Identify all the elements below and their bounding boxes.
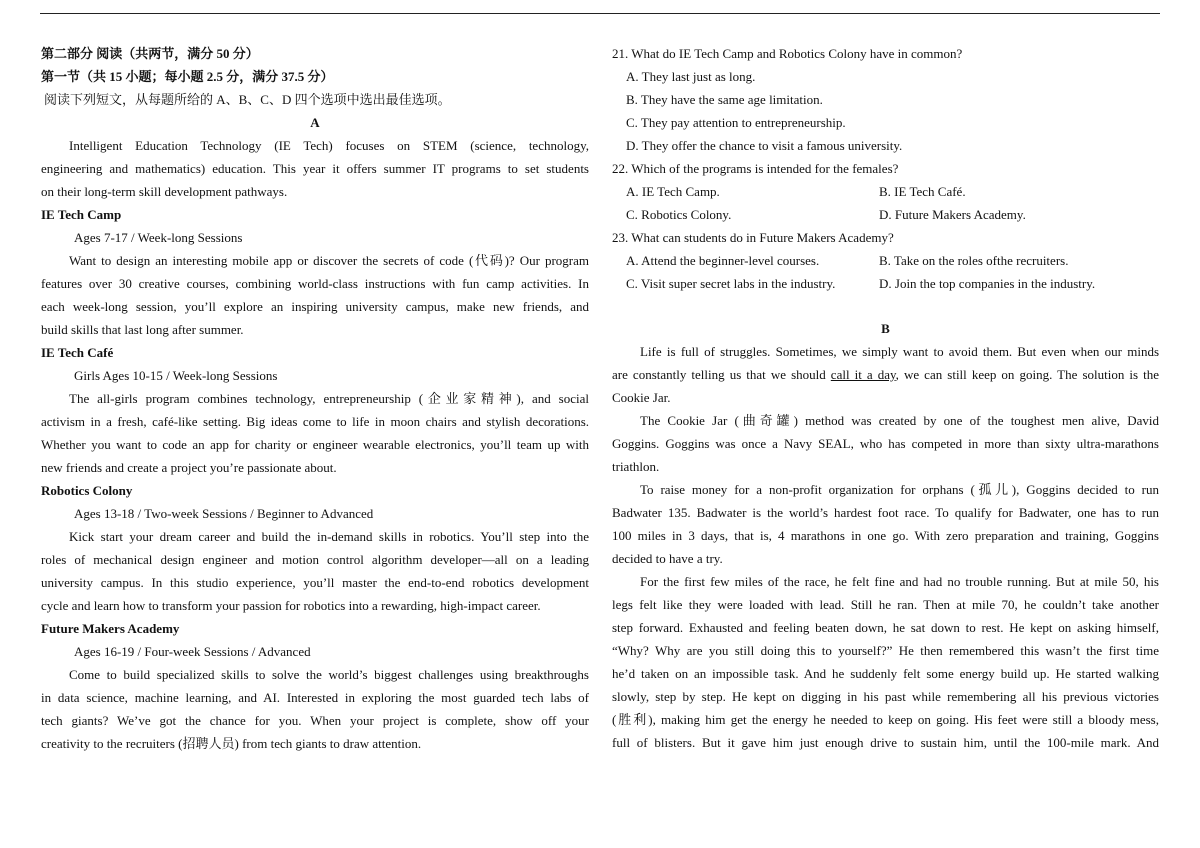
intro-line: Intelligent Education Technology (IE Tech) focuses on STEM (science, technology,: [69, 138, 589, 153]
program-line: build skills that last long after summer.: [41, 322, 244, 337]
passage-line: he’d taken on an impossible task. And he suddenly felt some energy build up. He started walking: [612, 666, 1159, 681]
passage-line: legs felt like they were loaded with lead. Still he ran. Then at mile 70, he couldn’t take another: [612, 597, 1159, 612]
program-meta: Ages 7-17 / Week-long Sessions: [74, 230, 243, 245]
passage-line: Life is full of struggles. Sometimes, we simply want to avoid them. But even when our minds: [640, 344, 1159, 359]
question-option: B. Take on the roles ofthe recruiters.: [879, 253, 1069, 268]
question-option: A. They last just as long.: [626, 69, 756, 84]
program-line: Kick start your dream career and build the in-demand skills in robotics. You’ll step into the: [69, 529, 589, 544]
intro-line: on their long-term skill development pathways.: [41, 184, 288, 199]
right-column: [612, 42, 1159, 754]
passage-line: 100 miles in 3 days, that is, 4 marathons in one go. With zero preparation and training, Goggins: [612, 528, 1159, 543]
question-option: A. Attend the beginner-level courses.: [626, 253, 820, 268]
program-line: Want to design an interesting mobile app or discover the secrets of code (代码)? Our program: [69, 253, 589, 268]
option-row: [612, 272, 1159, 295]
passage-line: Badwater 135. Badwater is the world’s hardest foot race. To qualify for Badwater, one has to run: [612, 505, 1159, 520]
passage-b-label: B: [881, 321, 890, 336]
question-stem: 23. What can students do in Future Makers Academy?: [612, 230, 894, 245]
program-line: Come to build specialized skills to solve the world’s biggest challenges using breakthroughs: [69, 667, 589, 682]
text-run: are constantly telling us that we should: [612, 367, 831, 382]
underlined-phrase: call it a day: [830, 367, 896, 382]
program-line: tech giants? We’ve got the chance for you. When your project is complete, show off your: [41, 713, 589, 728]
section-title: 第一节（共 15 小题；每小题 2.5 分，满分 37.5 分）: [41, 69, 334, 84]
passage-line: Goggins. Goggins was once a Navy SEAL, who has competed in more than sixty ultra-marathons: [612, 436, 1159, 451]
passage-line: step forward. Exhausted and feeling beaten down, he sat down to rest. He kept on asking himself,: [612, 620, 1159, 635]
top-rule: [40, 13, 1160, 14]
program-line: creativity to the recruiters (招聘人员) from tech giants to draw attention.: [41, 736, 422, 751]
question-option: C. Visit super secret labs in the industry.: [626, 276, 836, 291]
passage-line: [612, 363, 1159, 386]
passage-line: To raise money for a non-profit organization for orphans (孤儿), Goggins decided to run: [640, 482, 1159, 497]
program-line: in data science, machine learning, and AI. Interested in exploring the most guarded tech labs of: [41, 690, 589, 705]
question-option: B. IE Tech Café.: [879, 184, 966, 199]
program-line: Whether you want to code an app for charity or engineer wearable electronics, you’ll team up with: [41, 437, 589, 452]
left-column: [41, 42, 589, 755]
option-row: [612, 203, 1159, 226]
program-name: IE Tech Camp: [41, 207, 122, 222]
program-meta: Ages 16-19 / Four-week Sessions / Advanced: [74, 644, 311, 659]
passage-a-label: A: [310, 115, 320, 130]
option-row: [612, 180, 1159, 203]
program-meta: Girls Ages 10-15 / Week-long Sessions: [74, 368, 278, 383]
instruction: 阅读下列短文，从每题所给的 A、B、C、D 四个选项中选出最佳选项。: [44, 92, 451, 107]
passage-line: triathlon.: [612, 459, 660, 474]
program-name: Robotics Colony: [41, 483, 133, 498]
passage-line: decided to have a try.: [612, 551, 723, 566]
program-line: new friends and create a project you’re passionate about.: [41, 460, 337, 475]
program-line: cycle and learn how to transform your passion for robotics into a rewarding, high-impact career.: [41, 598, 541, 613]
question-option: B. They have the same age limitation.: [626, 92, 823, 107]
question-option: A. IE Tech Camp.: [626, 184, 720, 199]
spacer: [612, 295, 1159, 317]
program-meta: Ages 13-18 / Two-week Sessions / Beginner to Advanced: [74, 506, 374, 521]
program-name: Future Makers Academy: [41, 621, 180, 636]
question-stem: 22. Which of the programs is intended for the females?: [612, 161, 899, 176]
question-stem: 21. What do IE Tech Camp and Robotics Colony have in common?: [612, 46, 963, 61]
program-name: IE Tech Café: [41, 345, 114, 360]
question-option: D. Join the top companies in the industry.: [879, 276, 1096, 291]
part-title: 第二部分 阅读（共两节，满分 50 分）: [41, 46, 259, 61]
passage-line: The Cookie Jar (曲奇罐) method was created by one of the toughest men alive, David: [640, 413, 1159, 428]
question-option: D. Future Makers Academy.: [879, 207, 1026, 222]
passage-line: (胜利), making him get the energy he needed to keep on going. His feet were still a bloody mess,: [612, 712, 1159, 727]
program-line: each week-long session, you’ll explore an inspiring university campus, make new friends, and: [41, 299, 589, 314]
passage-line: Cookie Jar.: [612, 390, 671, 405]
passage-line: full of blisters. But it gave him just enough drive to sustain him, until the 100-mile mark. And: [612, 735, 1159, 750]
question-option: C. Robotics Colony.: [626, 207, 732, 222]
program-line: The all-girls program combines technology, entrepreneurship (企业家精神), and social: [69, 391, 589, 406]
passage-line: slowly, step by step. He kept on digging in his past while remembering all his previous victories: [612, 689, 1159, 704]
program-line: activism in a fresh, café-like setting. Big ideas come to life in moon chairs and stylish decorations.: [41, 414, 589, 429]
text-run: , we can still keep on going. The solution is the: [895, 367, 1159, 382]
intro-line: engineering and mathematics) education. This year it offers summer IT programs to set students: [41, 161, 589, 176]
question-option: C. They pay attention to entrepreneurship.: [626, 115, 846, 130]
program-line: university campus. In this studio experience, you’ll master the end-to-end robotics development: [41, 575, 589, 590]
program-line: features over 30 creative courses, combining world-class instructions with fun camp activities. In: [41, 276, 589, 291]
passage-line: “Why? Why are you still doing this to yourself?” He then remembered this wasn’t the first time: [612, 643, 1159, 658]
program-line: roles of mechanical design engineer and motion control algorithm developer—all on a leading: [41, 552, 589, 567]
question-option: D. They offer the chance to visit a famous university.: [626, 138, 903, 153]
passage-line: For the first few miles of the race, he felt fine and had no trouble running. But at mile 50, his: [640, 574, 1159, 589]
option-row: [612, 249, 1159, 272]
